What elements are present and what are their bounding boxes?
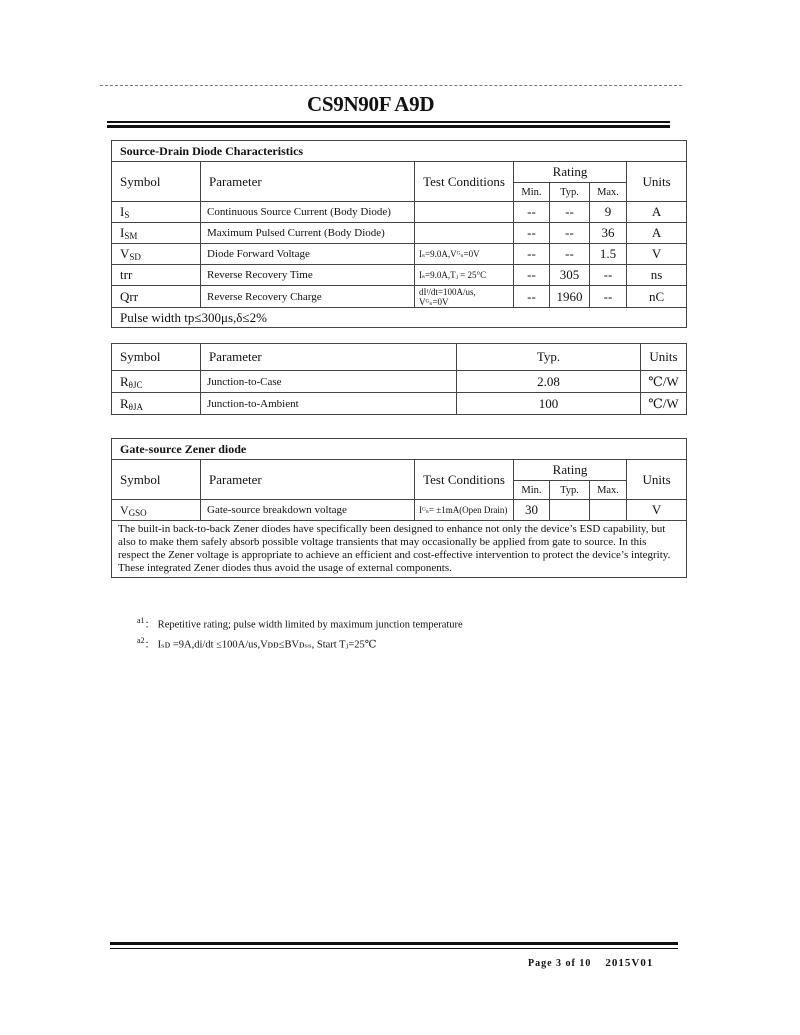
parameter: Junction-to-Ambient (201, 393, 457, 415)
table-row (112, 286, 687, 308)
symbol: $I_{SM}$ (112, 223, 201, 244)
max-value: -- (590, 286, 627, 308)
col-typ: Typ. (457, 344, 641, 371)
min-value: -- (514, 265, 550, 286)
typ-value: -- (550, 223, 590, 244)
typ-value: 100 (457, 393, 641, 415)
typ-value: 305 (550, 265, 590, 286)
col-symbol: Symbol (112, 460, 201, 500)
col-units: Units (641, 344, 687, 371)
thermal-resistance-table (111, 343, 687, 415)
min-value: -- (514, 223, 550, 244)
unit: V (627, 244, 687, 265)
section-title: Gate-source Zener diode (112, 439, 687, 460)
table-row (112, 223, 687, 244)
symbol: $I_S$ (112, 202, 201, 223)
min-value: 30 (514, 500, 550, 521)
col-rating: Rating (514, 460, 627, 481)
min-value: -- (514, 286, 550, 308)
symbol: $V_{GSO}$ (112, 500, 201, 521)
min-value: -- (514, 202, 550, 223)
col-parameter: Parameter (201, 460, 415, 500)
col-typ: Typ. (550, 183, 590, 202)
symbol: trr (112, 265, 201, 286)
title-rule (107, 125, 670, 128)
table-row (112, 371, 687, 393)
page-title: CS9N90F A9D (307, 92, 435, 116)
conditions: Iₛ=9.0A,Tⱼ = 25°C (415, 265, 514, 286)
zener-description: The built-in back-to-back Zener diodes have specifically been designed to enhance not only the device’s ESD capability, but also to make them safely absorb possible voltage transients that may occasionally be applied from gate to source. In this respect the Zener voltage is appropriate to achieve an efficient and cost-effective intervention to protect the device’s integrity. These integrated Zener diodes thus avoid the usage of external components. (112, 521, 687, 578)
page-footer (528, 957, 653, 969)
parameter: Junction-to-Case (201, 371, 457, 393)
symbol: Qrr (112, 286, 201, 308)
col-typ: Typ. (550, 481, 590, 500)
zener-diode-table (111, 438, 687, 578)
unit: V (627, 500, 687, 521)
typ-value: -- (550, 202, 590, 223)
table-row (112, 500, 687, 521)
title-rule (107, 121, 670, 123)
parameter: Maximum Pulsed Current (Body Diode) (201, 223, 415, 244)
conditions: Iᴳₛ= ±1mA(Open Drain) (415, 500, 514, 521)
typ-value (550, 500, 590, 521)
typ-value: 2.08 (457, 371, 641, 393)
section-title: Source-Drain Diode Characteristics (112, 141, 687, 162)
table-row (112, 393, 687, 415)
col-min: Min. (514, 481, 550, 500)
top-dashed-rule (100, 85, 682, 86)
page-number: Page 3 of 10 (528, 958, 592, 969)
col-min: Min. (514, 183, 550, 202)
symbol: $R_{\theta JA}$ (112, 393, 201, 415)
max-value: 9 (590, 202, 627, 223)
col-max: Max. (590, 481, 627, 500)
conditions: dIᶠ/dt=100A/us, Vᴳₛ=0V (415, 286, 514, 308)
col-units: Units (627, 162, 687, 202)
footnote-a2: $^{a2}$： Iₛᴅ =9A,di/dt ≤100A/us,Vᴅᴅ≤BVᴅₛₛ, Start Tⱼ=25℃ (137, 635, 377, 650)
parameter: Reverse Recovery Charge (201, 286, 415, 308)
col-symbol: Symbol (112, 344, 201, 371)
footnote-a1: $^{a1}$： Repetitive rating; pulse width limited by maximum junction temperature (137, 616, 463, 631)
footer-rule (110, 948, 678, 949)
table-row (112, 202, 687, 223)
table-row (112, 265, 687, 286)
parameter: Reverse Recovery Time (201, 265, 415, 286)
min-value: -- (514, 244, 550, 265)
typ-value: -- (550, 244, 590, 265)
max-value: -- (590, 265, 627, 286)
unit: A (627, 202, 687, 223)
max-value: 1.5 (590, 244, 627, 265)
col-conditions: Test Conditions (415, 162, 514, 202)
unit: nC (627, 286, 687, 308)
source-drain-diode-table (111, 140, 687, 328)
pulse-width-note: Pulse width tp≤300μs,δ≤2% (112, 308, 687, 328)
unit: ℃/W (641, 371, 687, 393)
col-parameter: Parameter (201, 344, 457, 371)
table-row (112, 244, 687, 265)
col-rating: Rating (514, 162, 627, 183)
parameter: Diode Forward Voltage (201, 244, 415, 265)
parameter: Gate-source breakdown voltage (201, 500, 415, 521)
max-value: 36 (590, 223, 627, 244)
unit: A (627, 223, 687, 244)
parameter: Continuous Source Current (Body Diode) (201, 202, 415, 223)
footer-rule (110, 942, 678, 945)
unit: ns (627, 265, 687, 286)
symbol: $V_{SD}$ (112, 244, 201, 265)
conditions (415, 223, 514, 244)
col-units: Units (627, 460, 687, 500)
col-symbol: Symbol (112, 162, 201, 202)
max-value (590, 500, 627, 521)
col-parameter: Parameter (201, 162, 415, 202)
unit: ℃/W (641, 393, 687, 415)
symbol: $R_{\theta JC}$ (112, 371, 201, 393)
conditions: Iₛ=9.0A,Vᴳₛ=0V (415, 244, 514, 265)
col-max: Max. (590, 183, 627, 202)
typ-value: 1960 (550, 286, 590, 308)
conditions (415, 202, 514, 223)
col-conditions: Test Conditions (415, 460, 514, 500)
version-label: 2015V01 (605, 957, 654, 969)
footnotes (137, 613, 463, 652)
